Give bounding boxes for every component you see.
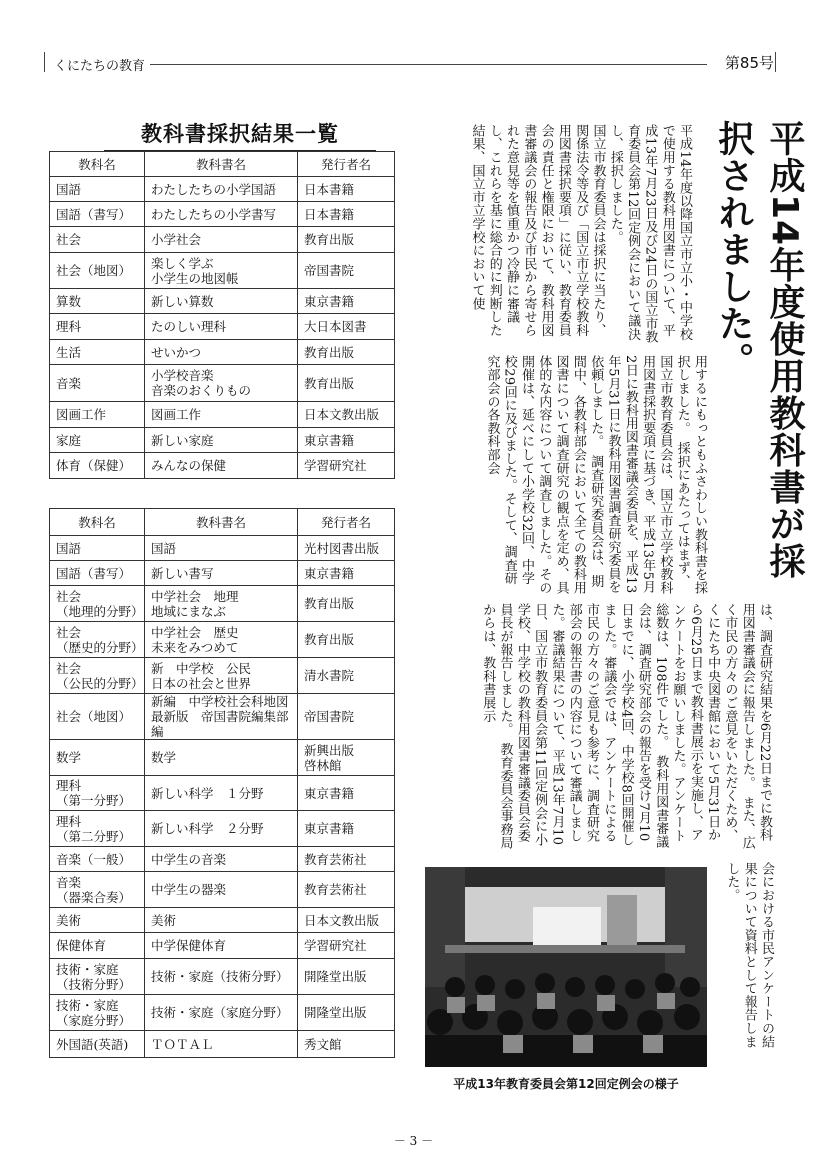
header-tick-right xyxy=(775,52,776,72)
header-rule xyxy=(150,64,707,65)
table-row xyxy=(50,1031,395,1058)
table-header-row xyxy=(50,152,395,177)
subject-cell: 体育（保健） xyxy=(50,453,145,479)
textbook-title-cell: 図画工作 xyxy=(145,402,298,428)
table-row xyxy=(50,253,395,289)
column-header: 教科書名 xyxy=(145,509,298,536)
publisher-cell: 教育出版 xyxy=(298,340,395,365)
textbook-title-cell: 新しい算数 xyxy=(145,289,298,314)
table-row xyxy=(50,289,395,314)
publisher-cell: 大日本図書 xyxy=(298,314,395,340)
article-column-end xyxy=(724,862,775,1052)
publisher-cell: 学習研究社 xyxy=(298,933,395,959)
subject-cell: 保健体育 xyxy=(50,933,145,959)
textbook-title-cell: 中学保健体育 xyxy=(145,933,298,959)
subject-cell: 音楽 xyxy=(50,365,145,402)
junior-high-textbook-table xyxy=(49,508,395,1058)
publisher-cell: 新興出版 啓林館 xyxy=(298,740,395,776)
publisher-cell: 教育出版 xyxy=(298,227,395,253)
table-row xyxy=(50,340,395,365)
subject-cell: 技術・家庭 （家庭分野） xyxy=(50,995,145,1031)
table-row xyxy=(50,536,395,561)
column-header: 教科名 xyxy=(50,152,145,177)
textbook-title-cell: みんなの保健 xyxy=(145,453,298,479)
textbook-title-cell: たのしい理科 xyxy=(145,314,298,340)
table-row xyxy=(50,177,395,202)
textbook-title-cell: 小学社会 xyxy=(145,227,298,253)
textbook-title-cell: 新編 中学校社会科地図 最新版 帝国書院編集部編 xyxy=(145,694,298,740)
article-column-middle xyxy=(418,355,708,595)
textbook-title-cell: 美術 xyxy=(145,908,298,933)
textbook-title-cell: わたしたちの小学国語 xyxy=(145,177,298,202)
publisher-cell: 日本文教出版 xyxy=(298,402,395,428)
subject-cell: 数学 xyxy=(50,740,145,776)
publisher-cell: 東京書籍 xyxy=(298,428,395,453)
subject-cell: 国語（書写） xyxy=(50,561,145,586)
textbook-title-cell: 新しい書写 xyxy=(145,561,298,586)
subject-cell: 技術・家庭 （技術分野） xyxy=(50,959,145,995)
table-row xyxy=(50,872,395,908)
table-row xyxy=(50,933,395,959)
publisher-cell: 東京書籍 xyxy=(298,289,395,314)
publisher-cell: 日本文教出版 xyxy=(298,908,395,933)
subject-cell: 理科 （第一分野） xyxy=(50,776,145,811)
table-row xyxy=(50,202,395,227)
table-row xyxy=(50,586,395,622)
table-title: 教科書採択結果一覧 xyxy=(141,121,339,146)
subject-cell: 理科 （第二分野） xyxy=(50,811,145,847)
textbook-title-cell: わたしたちの小学書写 xyxy=(145,202,298,227)
publisher-cell: 教育出版 xyxy=(298,622,395,658)
article-paragraph-5: 会における市民アンケートの結果について資料として報告しました。 xyxy=(724,862,774,1049)
subject-cell: 音楽（一般） xyxy=(50,847,145,872)
textbook-title-cell: 中学社会 地理 地域にまなぶ xyxy=(145,586,298,622)
meeting-photo-drawing xyxy=(425,867,707,1067)
subject-cell: 国語 xyxy=(50,177,145,202)
article-paragraph-4: は、調査研究結果を6月22日までに教科用図書審議会に報告しました。 また、広く市民の方々のご意見をいただくため、くにたち中央図書館において5月31日から6月25日まで教科書展示を実施し、アンケートをお願いしました。アンケート総数は、108件でした。 教科用図書審議会は、調査研究部会の報告を受け7月10日までに、小学校4回、中学校8回開催しました。審議会では、アンケートによる市民の方々のご意見も参考に、調査研究部会の報告書の内容について審議しました。審議結果について、平成13年7月10日、国立市教育委員会第11回定例会に小学校、中学校の教科用図書審議委員会委員長が報告しました。 教育委員会事務局からは、教科書展示 xyxy=(480,603,772,850)
table-row xyxy=(50,776,395,811)
subject-cell: 家庭 xyxy=(50,428,145,453)
table-row xyxy=(50,227,395,253)
table-row xyxy=(50,622,395,658)
article-column-top xyxy=(418,124,693,346)
textbook-title-cell: ＴＯＴＡＬ xyxy=(145,1031,298,1058)
table-row xyxy=(50,402,395,428)
publisher-cell: 教育芸術社 xyxy=(298,872,395,908)
article-paragraph-2: 国立市教育委員会は採択に当たり、関係法令等及び「国立市立学校教科用図書採択要項」に従い、教育委員会の責任と権限において、教科用図書審議会の報告及び市民から寄せられた意見等を慎重かつ冷静に審議し、これらを基に総合的に判断した結果、国立市立学校において使 xyxy=(469,124,606,337)
subject-cell: 外国語(英語) xyxy=(50,1031,145,1058)
textbook-title-cell: 中学生の器楽 xyxy=(145,872,298,908)
table-row xyxy=(50,453,395,479)
issue-number: 第85号 xyxy=(724,54,774,72)
publisher-cell: 開隆堂出版 xyxy=(298,995,395,1031)
table-row xyxy=(50,811,395,847)
table-row xyxy=(50,314,395,340)
textbook-title-cell: 中学生の音楽 xyxy=(145,847,298,872)
textbook-title-cell: 技術・家庭（家庭分野） xyxy=(145,995,298,1031)
publisher-cell: 教育出版 xyxy=(298,586,395,622)
column-header: 教科書名 xyxy=(145,152,298,177)
textbook-title-cell: 新 中学校 公民 日本の社会と世界 xyxy=(145,658,298,694)
textbook-title-cell: 新しい家庭 xyxy=(145,428,298,453)
table-row xyxy=(50,847,395,872)
table-row xyxy=(50,365,395,402)
publisher-cell: 教育出版 xyxy=(298,365,395,402)
subject-cell: 社会（地図） xyxy=(50,694,145,740)
table-row xyxy=(50,694,395,740)
subject-cell: 社会 （公民的分野） xyxy=(50,658,145,694)
publisher-cell: 光村図書出版 xyxy=(298,536,395,561)
subject-cell: 国語 xyxy=(50,536,145,561)
publisher-cell: 帝国書院 xyxy=(298,694,395,740)
publisher-cell: 学習研究社 xyxy=(298,453,395,479)
article-intro: 平成14年度以降国立市立小・中学校で使用する教科用図書について、平成13年7月23日及び24日の国立市教育委員会第12回定例会において議決し、採択しました。 xyxy=(607,124,692,344)
textbook-title-cell: 楽しく学ぶ 小学生の地図帳 xyxy=(145,253,298,289)
table-row xyxy=(50,561,395,586)
publisher-cell: 清水書院 xyxy=(298,658,395,694)
table-header-row xyxy=(50,509,395,536)
publication-name: くにたちの教育 xyxy=(54,59,146,74)
subject-cell: 社会（地図） xyxy=(50,253,145,289)
subject-cell: 社会 （地理的分野） xyxy=(50,586,145,622)
subject-cell: 美術 xyxy=(50,908,145,933)
column-header: 発行者名 xyxy=(298,509,395,536)
article-column-lower xyxy=(418,603,773,853)
publisher-cell: 東京書籍 xyxy=(298,561,395,586)
article-paragraph-3: 用するにもっともふさわしい教科書を採択しました。 採択にあたってはまず、国立市教育委員会は、国立市立学校教科用図書採択要項に基づき、平成13年5月2日に教科用図書審議会委員を、平成13年5月31日に教科用図書調査研究委員を依頼しました。 調査研究委員会は、期間中、各教科部会において全ての教科用図書について調査研究の観点を定め、具体的な内容について調査しました。その開催は、延べにして小学校32回、中学校29回に及びました。そして、調査研究部会の各教科部会 xyxy=(484,355,707,595)
subject-cell: 理科 xyxy=(50,314,145,340)
publisher-cell: 帝国書院 xyxy=(298,253,395,289)
table-row xyxy=(50,658,395,694)
textbook-title-cell: 中学社会 歴史 未来をみつめて xyxy=(145,622,298,658)
publisher-cell: 開隆堂出版 xyxy=(298,959,395,995)
column-header: 教科名 xyxy=(50,509,145,536)
table-row xyxy=(50,908,395,933)
subject-cell: 算数 xyxy=(50,289,145,314)
subject-cell: 音楽 （器楽合奏） xyxy=(50,872,145,908)
photo-caption: 平成13年教育委員会第12回定例会の様子 xyxy=(453,1077,679,1091)
textbook-title-cell: 新しい科学 １分野 xyxy=(145,776,298,811)
elementary-textbook-table xyxy=(49,151,395,479)
subject-cell: 社会 （歴史的分野） xyxy=(50,622,145,658)
page-number: － 3 － xyxy=(393,1134,434,1148)
header-tick-left xyxy=(44,52,45,72)
textbook-title-cell: せいかつ xyxy=(145,340,298,365)
subject-cell: 社会 xyxy=(50,227,145,253)
publisher-cell: 日本書籍 xyxy=(298,202,395,227)
publisher-cell: 東京書籍 xyxy=(298,776,395,811)
textbook-title-cell: 新しい科学 ２分野 xyxy=(145,811,298,847)
textbook-title-cell: 技術・家庭（技術分野） xyxy=(145,959,298,995)
meeting-photo xyxy=(425,867,707,1067)
publisher-cell: 秀文館 xyxy=(298,1031,395,1058)
table-row xyxy=(50,959,395,995)
column-header: 発行者名 xyxy=(298,152,395,177)
textbook-title-cell: 数学 xyxy=(145,740,298,776)
publisher-cell: 東京書籍 xyxy=(298,811,395,847)
table-row xyxy=(50,428,395,453)
article-headline: 平成14年度使用教科書が採択されました。 xyxy=(713,120,805,580)
table-row xyxy=(50,740,395,776)
table-row xyxy=(50,995,395,1031)
subject-cell: 生活 xyxy=(50,340,145,365)
publisher-cell: 教育芸術社 xyxy=(298,847,395,872)
publisher-cell: 日本書籍 xyxy=(298,177,395,202)
textbook-title-cell: 小学校音楽 音楽のおくりもの xyxy=(145,365,298,402)
subject-cell: 国語（書写） xyxy=(50,202,145,227)
textbook-title-cell: 国語 xyxy=(145,536,298,561)
subject-cell: 図画工作 xyxy=(50,402,145,428)
